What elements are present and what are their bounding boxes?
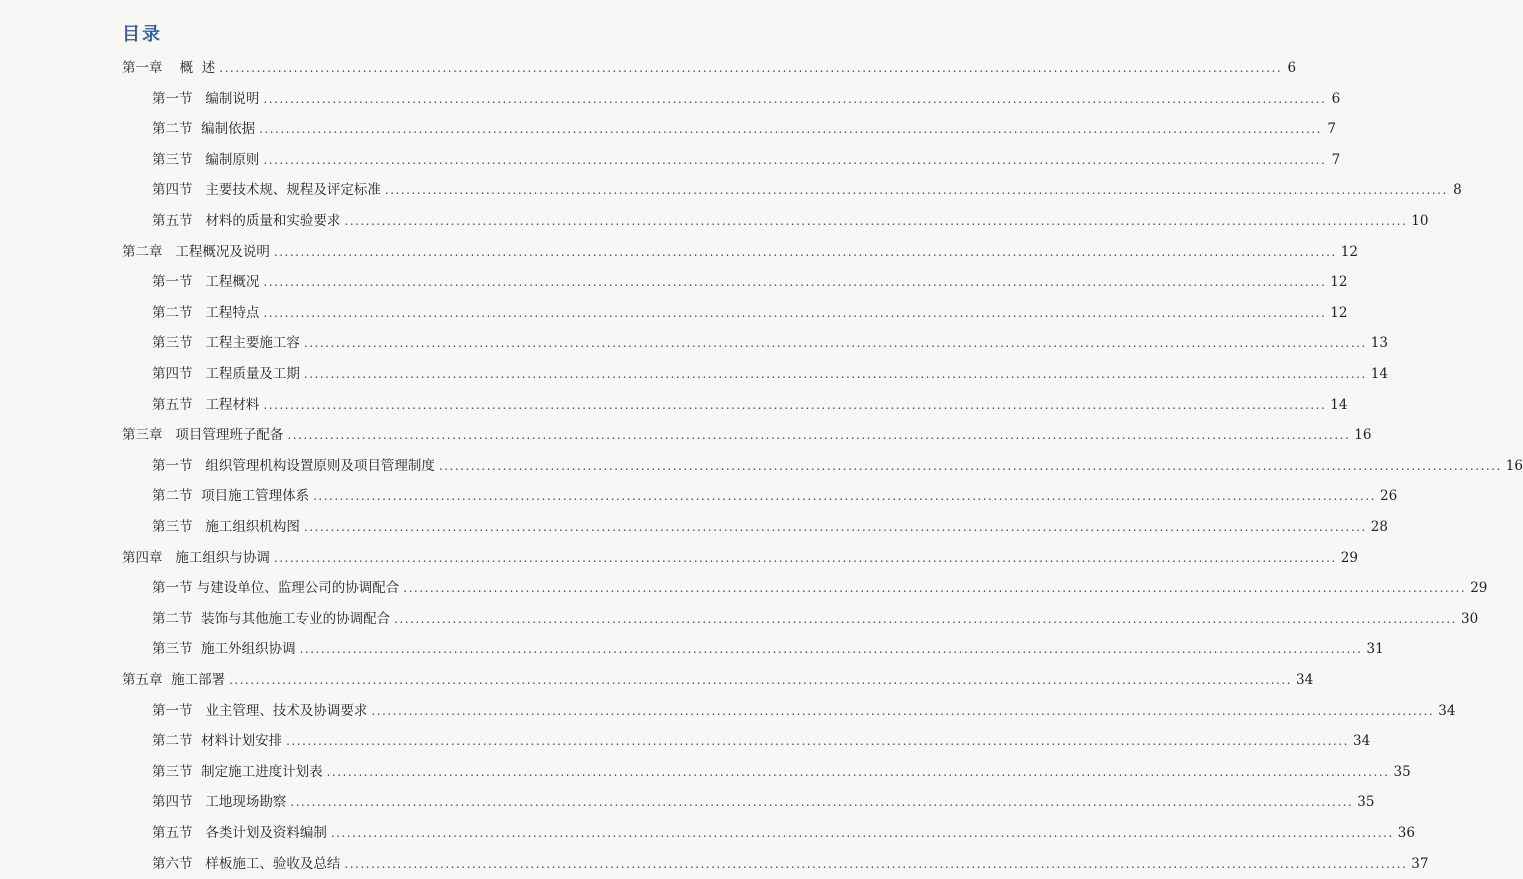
- toc-entry-label: 第四节 主要技术规、规程及评定标准: [152, 182, 381, 199]
- toc-dot-leader: ........................................................................................................................................................................................................: [438, 458, 1502, 473]
- toc-page-number: 26: [1379, 488, 1398, 505]
- toc-section-entry[interactable]: [0, 604, 1479, 634]
- toc-page-number: 30: [1460, 610, 1479, 627]
- toc-page-number: 12: [1330, 274, 1348, 291]
- toc-entry-label: 第一节 编制说明: [152, 90, 260, 107]
- toc-section-entry[interactable]: [0, 512, 1388, 542]
- toc-section-entry[interactable]: [0, 787, 1375, 817]
- toc-entry-label: 第二节 工程特点: [152, 304, 260, 321]
- toc-page-number: 35: [1393, 763, 1411, 780]
- toc-page-number: 29: [1470, 580, 1488, 597]
- toc-chapter-entry[interactable]: [0, 543, 1358, 573]
- toc-page-number: 35: [1357, 794, 1375, 811]
- toc-dot-leader: ........................................................................................................................................................................................................: [344, 856, 1408, 871]
- toc-page-number: 28: [1370, 519, 1388, 535]
- toc-dot-leader: ........................................................................................................................................................................................................: [286, 734, 1349, 749]
- toc-page-number: 14: [1370, 366, 1388, 382]
- toc-page-number: 6: [1331, 90, 1341, 107]
- toc-dot-leader: ........................................................................................................................................................................................................: [290, 795, 1354, 810]
- toc-dot-leader: ........................................................................................................................................................................................................: [263, 397, 1327, 412]
- toc-dot-leader: ........................................................................................................................................................................................................: [263, 275, 1327, 290]
- toc-dot-leader: ........................................................................................................................................................................................................: [263, 305, 1327, 320]
- toc-entry-label: 第二章 工程概况及说明: [122, 243, 270, 260]
- toc-entry-label: 第二节 项目施工管理体系: [152, 488, 310, 505]
- toc-section-entry[interactable]: [0, 267, 1348, 297]
- toc-section-entry[interactable]: [0, 818, 1415, 848]
- toc-section-entry[interactable]: [0, 298, 1348, 328]
- toc-page-number: 34: [1438, 702, 1456, 719]
- toc-entry-label: 第三节 施工组织机构图: [152, 519, 300, 535]
- toc-page-number: 34: [1295, 672, 1314, 688]
- toc-section-entry[interactable]: [0, 849, 1429, 879]
- toc-page-number: 16: [1505, 457, 1523, 474]
- toc-page-number: 14: [1330, 396, 1348, 413]
- toc-dot-leader: ........................................................................................................................................................................................................: [287, 428, 1351, 443]
- toc-section-entry[interactable]: [0, 175, 1462, 205]
- toc-dot-leader: ........................................................................................................................................................................................................: [299, 642, 1363, 657]
- toc-dot-leader: ........................................................................................................................................................................................................: [219, 61, 1283, 75]
- toc-page-number: 13: [1370, 335, 1388, 352]
- toc-section-entry[interactable]: [0, 359, 1388, 389]
- toc-section-entry[interactable]: [0, 145, 1341, 175]
- toc-section-entry[interactable]: [0, 84, 1341, 114]
- toc-dot-leader: ........................................................................................................................................................................................................: [330, 826, 1394, 840]
- toc-section-entry[interactable]: [0, 726, 1371, 756]
- toc-entry-label: 第一节 工程概况: [152, 274, 260, 291]
- toc-dot-leader: ........................................................................................................................................................................................................: [273, 244, 1337, 259]
- toc-entry-label: 第五节 各类计划及资料编制: [152, 825, 327, 841]
- toc-dot-leader: ........................................................................................................................................................................................................: [303, 520, 1367, 534]
- toc-entry-label: 第一节 与建设单位、监理公司的协调配合: [152, 580, 400, 597]
- toc-chapter-entry[interactable]: [0, 665, 1314, 695]
- toc-dot-leader: ........................................................................................................................................................................................................: [259, 122, 1322, 137]
- toc-dot-leader: ........................................................................................................................................................................................................: [313, 489, 1376, 504]
- toc-dot-leader: ........................................................................................................................................................................................................: [384, 183, 1448, 198]
- toc-entry-label: 第五章 施工部署: [122, 672, 226, 688]
- toc-section-entry[interactable]: [0, 114, 1336, 144]
- toc-page-number: 31: [1366, 641, 1384, 658]
- toc-entry-label: 第三节 施工外组织协调: [152, 641, 296, 658]
- toc-page-number: 12: [1330, 304, 1348, 321]
- toc-page-number: 12: [1340, 243, 1358, 260]
- toc-dot-leader: ........................................................................................................................................................................................................: [273, 550, 1337, 565]
- toc-entry-label: 第二节 装饰与其他施工专业的协调配合: [152, 610, 391, 627]
- toc-dot-leader: ........................................................................................................................................................................................................: [263, 152, 1327, 167]
- toc-page-number: 29: [1340, 549, 1358, 566]
- toc-section-entry[interactable]: [0, 696, 1456, 726]
- toc-entry-label: 第四节 工地现场勘察: [152, 794, 287, 811]
- toc-dot-leader: ........................................................................................................................................................................................................: [303, 336, 1367, 351]
- toc-page-number: 34: [1352, 733, 1371, 750]
- toc-entry-label: 第四章 施工组织与协调: [122, 549, 270, 566]
- toc-entry-label: 第三节 制定施工进度计划表: [152, 763, 323, 780]
- toc-dot-leader: ........................................................................................................................................................................................................: [303, 367, 1367, 381]
- toc-page-number: 8: [1453, 182, 1462, 199]
- toc-section-entry[interactable]: [0, 390, 1348, 420]
- toc-page-number: 6: [1287, 60, 1297, 76]
- toc-section-entry[interactable]: [0, 206, 1429, 236]
- toc-entry-label: 第一节 组织管理机构设置原则及项目管理制度: [152, 457, 435, 474]
- toc-dot-leader: ........................................................................................................................................................................................................: [263, 91, 1327, 106]
- toc-page-number: 7: [1331, 151, 1341, 168]
- toc-entry-label: 第四节 工程质量及工期: [152, 366, 300, 382]
- toc-entry-label: 第三节 工程主要施工容: [152, 335, 300, 352]
- toc-section-entry[interactable]: [0, 328, 1388, 358]
- toc-entry-label: 第二节 材料计划安排: [152, 733, 283, 750]
- toc-dot-leader: ........................................................................................................................................................................................................: [229, 673, 1292, 687]
- toc-page-number: 36: [1397, 825, 1415, 841]
- toc-section-entry[interactable]: [0, 481, 1398, 511]
- toc-page-number: 37: [1411, 855, 1429, 872]
- toc-page-number: 16: [1354, 427, 1372, 444]
- toc-entry-label: 第一节 业主管理、技术及协调要求: [152, 702, 368, 719]
- toc-section-entry[interactable]: [0, 573, 1488, 603]
- toc-entry-label: 第五节 材料的质量和实验要求: [152, 213, 341, 229]
- toc-section-entry[interactable]: [0, 451, 1523, 481]
- toc-page-number: 10: [1411, 213, 1429, 229]
- toc-entry-label: 第二节 编制依据: [152, 121, 256, 138]
- toc-dot-leader: ........................................................................................................................................................................................................: [371, 703, 1435, 718]
- toc-dot-leader: ........................................................................................................................................................................................................: [394, 611, 1457, 626]
- toc-entry-label: 第五节 工程材料: [152, 396, 260, 413]
- toc-section-entry[interactable]: [0, 634, 1384, 664]
- toc-page-number: 7: [1327, 121, 1336, 138]
- toc-chapter-entry[interactable]: [0, 53, 1297, 83]
- toc-chapter-entry[interactable]: [0, 420, 1372, 450]
- toc-entry-label: 第三章 项目管理班子配备: [122, 427, 284, 444]
- toc-entry-label: 第三节 编制原则: [152, 151, 260, 168]
- toc-title: 目录: [122, 24, 162, 45]
- toc-chapter-entry[interactable]: [0, 237, 1358, 267]
- toc-entry-label: 第一章 概 述: [122, 60, 216, 76]
- toc-dot-leader: ........................................................................................................................................................................................................: [344, 214, 1408, 228]
- toc-dot-leader: ........................................................................................................................................................................................................: [326, 764, 1390, 779]
- toc-entry-label: 第六节 样板施工、验收及总结: [152, 855, 341, 872]
- toc-section-entry[interactable]: [0, 757, 1411, 787]
- toc-dot-leader: ........................................................................................................................................................................................................: [403, 581, 1467, 596]
